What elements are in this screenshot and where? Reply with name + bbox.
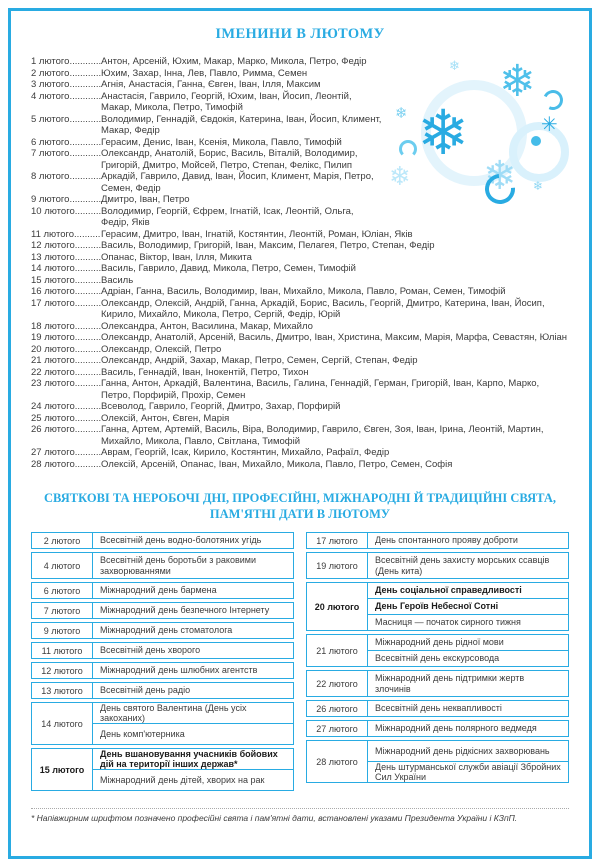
holiday-date: 28 лютого — [307, 741, 368, 782]
holiday-date: 7 лютого — [32, 603, 93, 618]
footnote: * Напівжирним шрифтом позначено професійні свята і пам'ятні дати, встановлені указами Президента України і КЗпП. — [31, 813, 518, 823]
nameday-names: Олександр, Олексій, Петро — [101, 343, 222, 355]
holidays-title-line1: СВЯТКОВІ ТА НЕРОБОЧІ ДНІ, ПРОФЕСІЙНІ, МІЖНАРОДНІ Й ТРАДИЦІЙНІ СВЯТА, — [44, 491, 556, 505]
nameday-date — [31, 332, 101, 344]
holiday-item: День святого Валентина (День усіх закоханих) — [100, 702, 247, 723]
holiday-item: Міжнародний день бармена — [100, 585, 217, 596]
nameday-row — [31, 401, 569, 413]
page-title: ІМЕНИНИ В ЛЮТОМУ — [215, 26, 385, 42]
holidays-table-right — [306, 532, 569, 794]
holidays-title-line2: ПАМ'ЯТНІ ДАТИ В ЛЮТОМУ — [209, 507, 391, 521]
nameday-row — [31, 229, 569, 241]
holiday-items — [93, 623, 293, 638]
holiday-date: 9 лютого — [32, 623, 93, 638]
holiday-items — [368, 741, 568, 782]
sparkle-icon: ✳ — [541, 112, 558, 136]
nameday-names: Герасим, Денис, Іван, Ксенія, Микола, Павло, Тимофій — [101, 136, 342, 148]
snowflake-icon: ❄ — [395, 104, 408, 122]
nameday-date — [31, 148, 101, 160]
holiday-row — [306, 670, 569, 697]
nameday-date — [31, 447, 101, 459]
nameday-row — [31, 252, 569, 264]
nameday-date — [31, 137, 101, 149]
nameday-date-label: 25 лютого — [31, 412, 75, 424]
snowflake-icon: ❄ — [483, 153, 517, 199]
holiday-item: Міжнародний день безпечного Інтернету — [100, 605, 270, 616]
nameday-date — [31, 171, 101, 183]
nameday-date — [31, 194, 101, 206]
holiday-item: День штурманської служби авіації Збройних Сил України — [368, 761, 568, 782]
snowflake-icon: ❄ — [389, 162, 411, 192]
holiday-item: Міжнародний день підтримки жертв злочинів — [375, 673, 525, 694]
holiday-date: 13 лютого — [32, 683, 93, 698]
holiday-date: 6 лютого — [32, 583, 93, 598]
nameday-names: Опанас, Віктор, Іван, Ілля, Микита — [101, 251, 252, 263]
nameday-date-label: 15 лютого — [31, 274, 75, 286]
dotted-leader — [69, 137, 101, 149]
nameday-date-label: 20 лютого — [31, 343, 75, 355]
dotted-leader — [75, 424, 101, 436]
nameday-names: Олександр, Олексій, Андрій, Ганна, Аркадій, Борис, Василь, Георгій, Дмитро, Катерина, Іван, Йосип, Кирило, Михайло, Микола, Петро, Сергій, Федір, Юрій — [101, 297, 545, 320]
nameday-date — [31, 401, 101, 413]
nameday-date-label: 13 лютого — [31, 251, 75, 263]
holiday-date: 14 лютого — [32, 703, 93, 744]
nameday-date-label: 27 лютого — [31, 447, 75, 458]
nameday-date-label: 16 лютого — [31, 286, 75, 297]
holiday-item: День вшановування учасників бойових дій на території інших держав* — [100, 748, 278, 769]
nameday-date — [31, 286, 101, 298]
holiday-date: 17 лютого — [307, 533, 368, 548]
nameday-date — [31, 252, 101, 264]
holiday-items — [368, 701, 568, 716]
dotted-leader — [75, 275, 101, 287]
nameday-date-label: 2 лютого — [31, 67, 70, 79]
dotted-leader — [69, 114, 101, 126]
nameday-date-label: 9 лютого — [31, 194, 70, 205]
holiday-items — [368, 553, 568, 578]
nameday-names: Василь — [101, 274, 134, 286]
holiday-row — [31, 662, 294, 679]
nameday-date-label: 19 лютого — [31, 332, 75, 343]
nameday-names: Ганна, Антон, Аркадій, Валентина, Василь, Галина, Геннадій, Герман, Григорій, Іван, Карпо, Марко, Петро, Порфирій, Прохір, Семен — [101, 378, 540, 401]
dotted-leader — [75, 459, 101, 471]
holiday-row — [31, 642, 294, 659]
nameday-names: Агнія, Анастасія, Ганна, Євген, Іван, Ілля, Максим — [101, 79, 321, 90]
nameday-names: Аврам, Георгій, Ісак, Кирило, Костянтин, Михайло, Рафаїл, Федір — [101, 447, 390, 458]
nameday-names: Олексій, Антон, Євген, Марія — [101, 412, 230, 424]
holiday-date: 2 лютого — [32, 533, 93, 548]
dotted-leader — [75, 240, 101, 252]
holiday-items — [368, 583, 568, 630]
nameday-date — [31, 413, 101, 425]
holiday-date: 20 лютого — [307, 583, 368, 630]
nameday-row — [31, 263, 569, 275]
nameday-names: Василь, Геннадій, Іван, Інокентій, Петро, Тихон — [101, 366, 309, 378]
holiday-row — [306, 700, 569, 717]
nameday-row — [31, 344, 569, 356]
dotted-leader — [75, 252, 101, 264]
holiday-row — [306, 552, 569, 579]
nameday-row — [31, 413, 569, 425]
footnote-divider — [31, 808, 569, 809]
dotted-leader — [69, 171, 101, 183]
holiday-items — [93, 663, 293, 678]
holiday-item: Міжнародний день рідної мови — [375, 637, 504, 648]
nameday-names: Олександр, Анатолій, Арсеній, Василь, Дмитро, Іван, Христина, Максим, Марія, Марфа, Севастян, Юліан — [101, 332, 568, 343]
holiday-item: Всесвітній день водно-болотяних угідь — [100, 535, 262, 546]
nameday-date — [31, 114, 101, 126]
holiday-items — [93, 553, 293, 578]
nameday-row — [31, 367, 569, 379]
nameday-date-label: 21 лютого — [31, 355, 75, 366]
dotted-leader — [75, 286, 101, 298]
swirl-icon — [399, 140, 417, 158]
dotted-leader — [75, 355, 101, 367]
dotted-leader — [74, 229, 101, 241]
holiday-item: Всесвітній день неквапливості — [375, 703, 502, 714]
nameday-names: Олександра, Антон, Василина, Макар, Михайло — [101, 320, 313, 332]
nameday-date — [31, 56, 101, 68]
nameday-date-label: 22 лютого — [31, 366, 75, 378]
swirl-icon — [540, 87, 566, 113]
holiday-item: День спонтанного прояву доброти — [375, 535, 518, 546]
page-content — [31, 20, 569, 823]
nameday-names: Антон, Арсеній, Юхим, Макар, Марко, Микола, Петро, Федір — [101, 56, 367, 67]
nameday-date — [31, 378, 101, 390]
nameday-date-label: 7 лютого — [31, 148, 70, 159]
holiday-row — [31, 602, 294, 619]
holiday-date: 27 лютого — [307, 721, 368, 736]
holiday-date: 15 лютого — [32, 749, 93, 790]
nameday-row — [31, 332, 569, 344]
dotted-leader — [75, 367, 101, 379]
dotted-leader — [69, 91, 101, 103]
holiday-date: 11 лютого — [32, 643, 93, 658]
nameday-date-label: 26 лютого — [31, 424, 75, 435]
holiday-row — [31, 682, 294, 699]
nameday-names: Ганна, Артем, Артемій, Василь, Віра, Володимир, Гаврило, Євген, Зоя, Іван, Ірина, Леонтій, Мартин, Михайло, Микола, Павло, Світлана, Тимофій — [101, 424, 544, 447]
holiday-item: Всесвітній день хворого — [100, 645, 201, 656]
dotted-leader — [75, 332, 101, 344]
nameday-date — [31, 298, 101, 310]
holiday-items — [93, 643, 293, 658]
holiday-items — [93, 703, 293, 744]
holiday-items — [93, 683, 293, 698]
nameday-date-label: 5 лютого — [31, 113, 70, 125]
nameday-date-label: 6 лютого — [31, 136, 70, 148]
nameday-date — [31, 229, 101, 241]
holiday-item: Всесвітній день захисту морських ссавців (День кита) — [375, 555, 550, 576]
holiday-items — [93, 749, 293, 790]
holiday-items — [93, 603, 293, 618]
nameday-row — [31, 355, 569, 367]
dotted-leader — [75, 206, 101, 218]
nameday-date — [31, 275, 101, 287]
holiday-item: День комп'ютерника — [93, 723, 293, 744]
nameday-row — [31, 447, 569, 459]
dotted-leader — [75, 298, 101, 310]
holiday-row — [306, 582, 569, 631]
nameday-names: Аркадій, Гаврило, Давид, Іван, Йосип, Климент, Марія, Петро, Семен, Федір — [101, 171, 374, 194]
nameday-date — [31, 79, 101, 91]
nameday-names: Дмитро, Іван, Петро — [101, 194, 190, 205]
dotted-leader — [75, 413, 101, 425]
holiday-items — [368, 671, 568, 696]
nameday-row — [31, 459, 569, 471]
nameday-date-label: 18 лютого — [31, 320, 75, 332]
nameday-row — [31, 240, 569, 252]
nameday-date — [31, 240, 101, 252]
holiday-row — [306, 720, 569, 737]
holidays-table-left — [31, 532, 294, 794]
holiday-items — [93, 533, 293, 548]
holiday-items — [368, 635, 568, 666]
nameday-row — [31, 275, 569, 287]
snowflake-icon: ❄ — [449, 59, 460, 74]
dotted-leader — [75, 378, 101, 390]
nameday-date — [31, 206, 101, 218]
holiday-row — [31, 748, 294, 791]
dotted-leader — [69, 79, 101, 91]
holiday-item: Міжнародний день рідкісних захворювань — [375, 745, 550, 756]
nameday-names: Олександр, Анатолій, Борис, Василь, Віталій, Володимир, Григорій, Дмитро, Мойсей, Петро, Степан, Фелікс, Пилип — [101, 148, 358, 171]
nameday-date — [31, 459, 101, 471]
holiday-date: 12 лютого — [32, 663, 93, 678]
nameday-names: Адріан, Ганна, Василь, Володимир, Іван, Михайло, Микола, Павло, Роман, Семен, Тимофій — [101, 286, 506, 297]
holiday-date: 4 лютого — [32, 553, 93, 578]
holiday-item: День Героїв Небесної Сотні — [368, 598, 568, 614]
nameday-names: Володимир, Геннадій, Євдокія, Катерина, Іван, Йосип, Климент, Макар, Федір — [101, 113, 382, 136]
dot-icon — [531, 136, 541, 146]
nameday-date — [31, 91, 101, 103]
holiday-date: 19 лютого — [307, 553, 368, 578]
holiday-date: 26 лютого — [307, 701, 368, 716]
nameday-date — [31, 355, 101, 367]
nameday-names: Герасим, Дмитро, Іван, Ігнатій, Костянтин, Леонтій, Роман, Юліан, Яків — [101, 228, 413, 240]
holiday-item: Міжнародний день стоматолога — [100, 625, 233, 636]
nameday-date-label: 3 лютого — [31, 79, 70, 90]
snowflake-icon: ❄ — [499, 56, 536, 107]
nameday-names: Олексій, Арсеній, Опанас, Іван, Михайло, Микола, Павло, Петро, Семен, Софія — [101, 458, 453, 470]
nameday-date-label: 1 лютого — [31, 56, 70, 67]
nameday-date-label: 17 лютого — [31, 297, 75, 309]
nameday-row — [31, 286, 569, 298]
snowflake-icon: ❄ — [533, 179, 544, 193]
holiday-date: 22 лютого — [307, 671, 368, 696]
holiday-item: Міжнародний день шлюбних агентств — [100, 665, 258, 676]
nameday-names: Володимир, Георгій, Єфрем, Ігнатій, Ісак, Леонтій, Ольга, Федір, Яків — [101, 205, 354, 228]
nameday-date-label: 4 лютого — [31, 90, 70, 102]
nameday-row — [31, 321, 569, 333]
holiday-row — [306, 532, 569, 549]
holiday-row — [31, 702, 294, 745]
nameday-date-label: 14 лютого — [31, 263, 75, 274]
nameday-date-label: 28 лютого — [31, 458, 75, 470]
holiday-item: Всесвітній день радіо — [100, 685, 191, 696]
nameday-date-label: 8 лютого — [31, 171, 70, 182]
dotted-leader — [75, 321, 101, 333]
nameday-names: Юхим, Захар, Інна, Лев, Павло, Римма, Семен — [101, 67, 308, 79]
holiday-item: Міжнародний день дітей, хворих на рак — [93, 769, 293, 790]
nameday-names: Василь, Гаврило, Давид, Микола, Петро, Семен, Тимофій — [101, 263, 356, 274]
holiday-row — [31, 622, 294, 639]
nameday-date — [31, 263, 101, 275]
nameday-names: Олександр, Андрій, Захар, Макар, Петро, Семен, Сергій, Степан, Федір — [101, 355, 418, 366]
nameday-date-label: 23 лютого — [31, 378, 75, 389]
namedays-list — [31, 56, 569, 470]
holiday-row — [31, 552, 294, 579]
holiday-item: Всесвітній день боротьби з раковими захворюваннями — [100, 555, 256, 576]
dotted-leader — [75, 344, 101, 356]
holiday-items — [93, 583, 293, 598]
nameday-date — [31, 424, 101, 436]
nameday-date-label: 11 лютого — [31, 228, 75, 240]
nameday-date-label: 24 лютого — [31, 401, 75, 412]
holiday-row — [306, 634, 569, 667]
nameday-date — [31, 367, 101, 379]
holiday-items — [368, 721, 568, 736]
holiday-item: Масниця — початок сирного тижня — [368, 614, 568, 630]
nameday-date-label: 12 лютого — [31, 240, 75, 251]
holiday-row — [31, 532, 294, 549]
nameday-names: Василь, Володимир, Григорій, Іван, Максим, Пелагея, Петро, Степан, Федір — [101, 240, 435, 251]
nameday-row — [31, 298, 569, 321]
snowflakes-decoration — [391, 56, 569, 214]
dotted-leader — [75, 401, 101, 413]
nameday-date — [31, 344, 101, 356]
holiday-row — [306, 740, 569, 783]
dotted-leader — [69, 148, 101, 160]
holidays-section-title — [31, 490, 569, 522]
nameday-row — [31, 424, 569, 447]
nameday-date-label: 10 лютого — [31, 205, 75, 217]
nameday-row — [31, 378, 569, 401]
holiday-item: Всесвітній день екскурсовода — [368, 650, 568, 666]
nameday-date — [31, 321, 101, 333]
dotted-leader — [69, 68, 101, 80]
dotted-leader — [75, 263, 101, 275]
nameday-names: Анастасія, Гаврило, Георгій, Юхим, Іван, Йосип, Леонтій, Макар, Микола, Петро, Тимофій — [101, 90, 352, 113]
dotted-leader — [69, 194, 101, 206]
snowflake-icon: ❄ — [417, 96, 469, 169]
dotted-leader — [69, 56, 101, 68]
holiday-item: Міжнародний день полярного ведмедя — [375, 723, 537, 734]
holiday-item: День соціальної справедливості — [375, 585, 522, 596]
nameday-date — [31, 68, 101, 80]
holiday-date: 21 лютого — [307, 635, 368, 666]
dotted-leader — [75, 447, 101, 459]
swirl-circle-icon — [509, 122, 569, 182]
nameday-names: Всеволод, Гаврило, Георгій, Дмитро, Захар, Порфирій — [101, 401, 341, 412]
holidays-tables — [31, 532, 569, 794]
holiday-items — [368, 533, 568, 548]
holiday-row — [31, 582, 294, 599]
